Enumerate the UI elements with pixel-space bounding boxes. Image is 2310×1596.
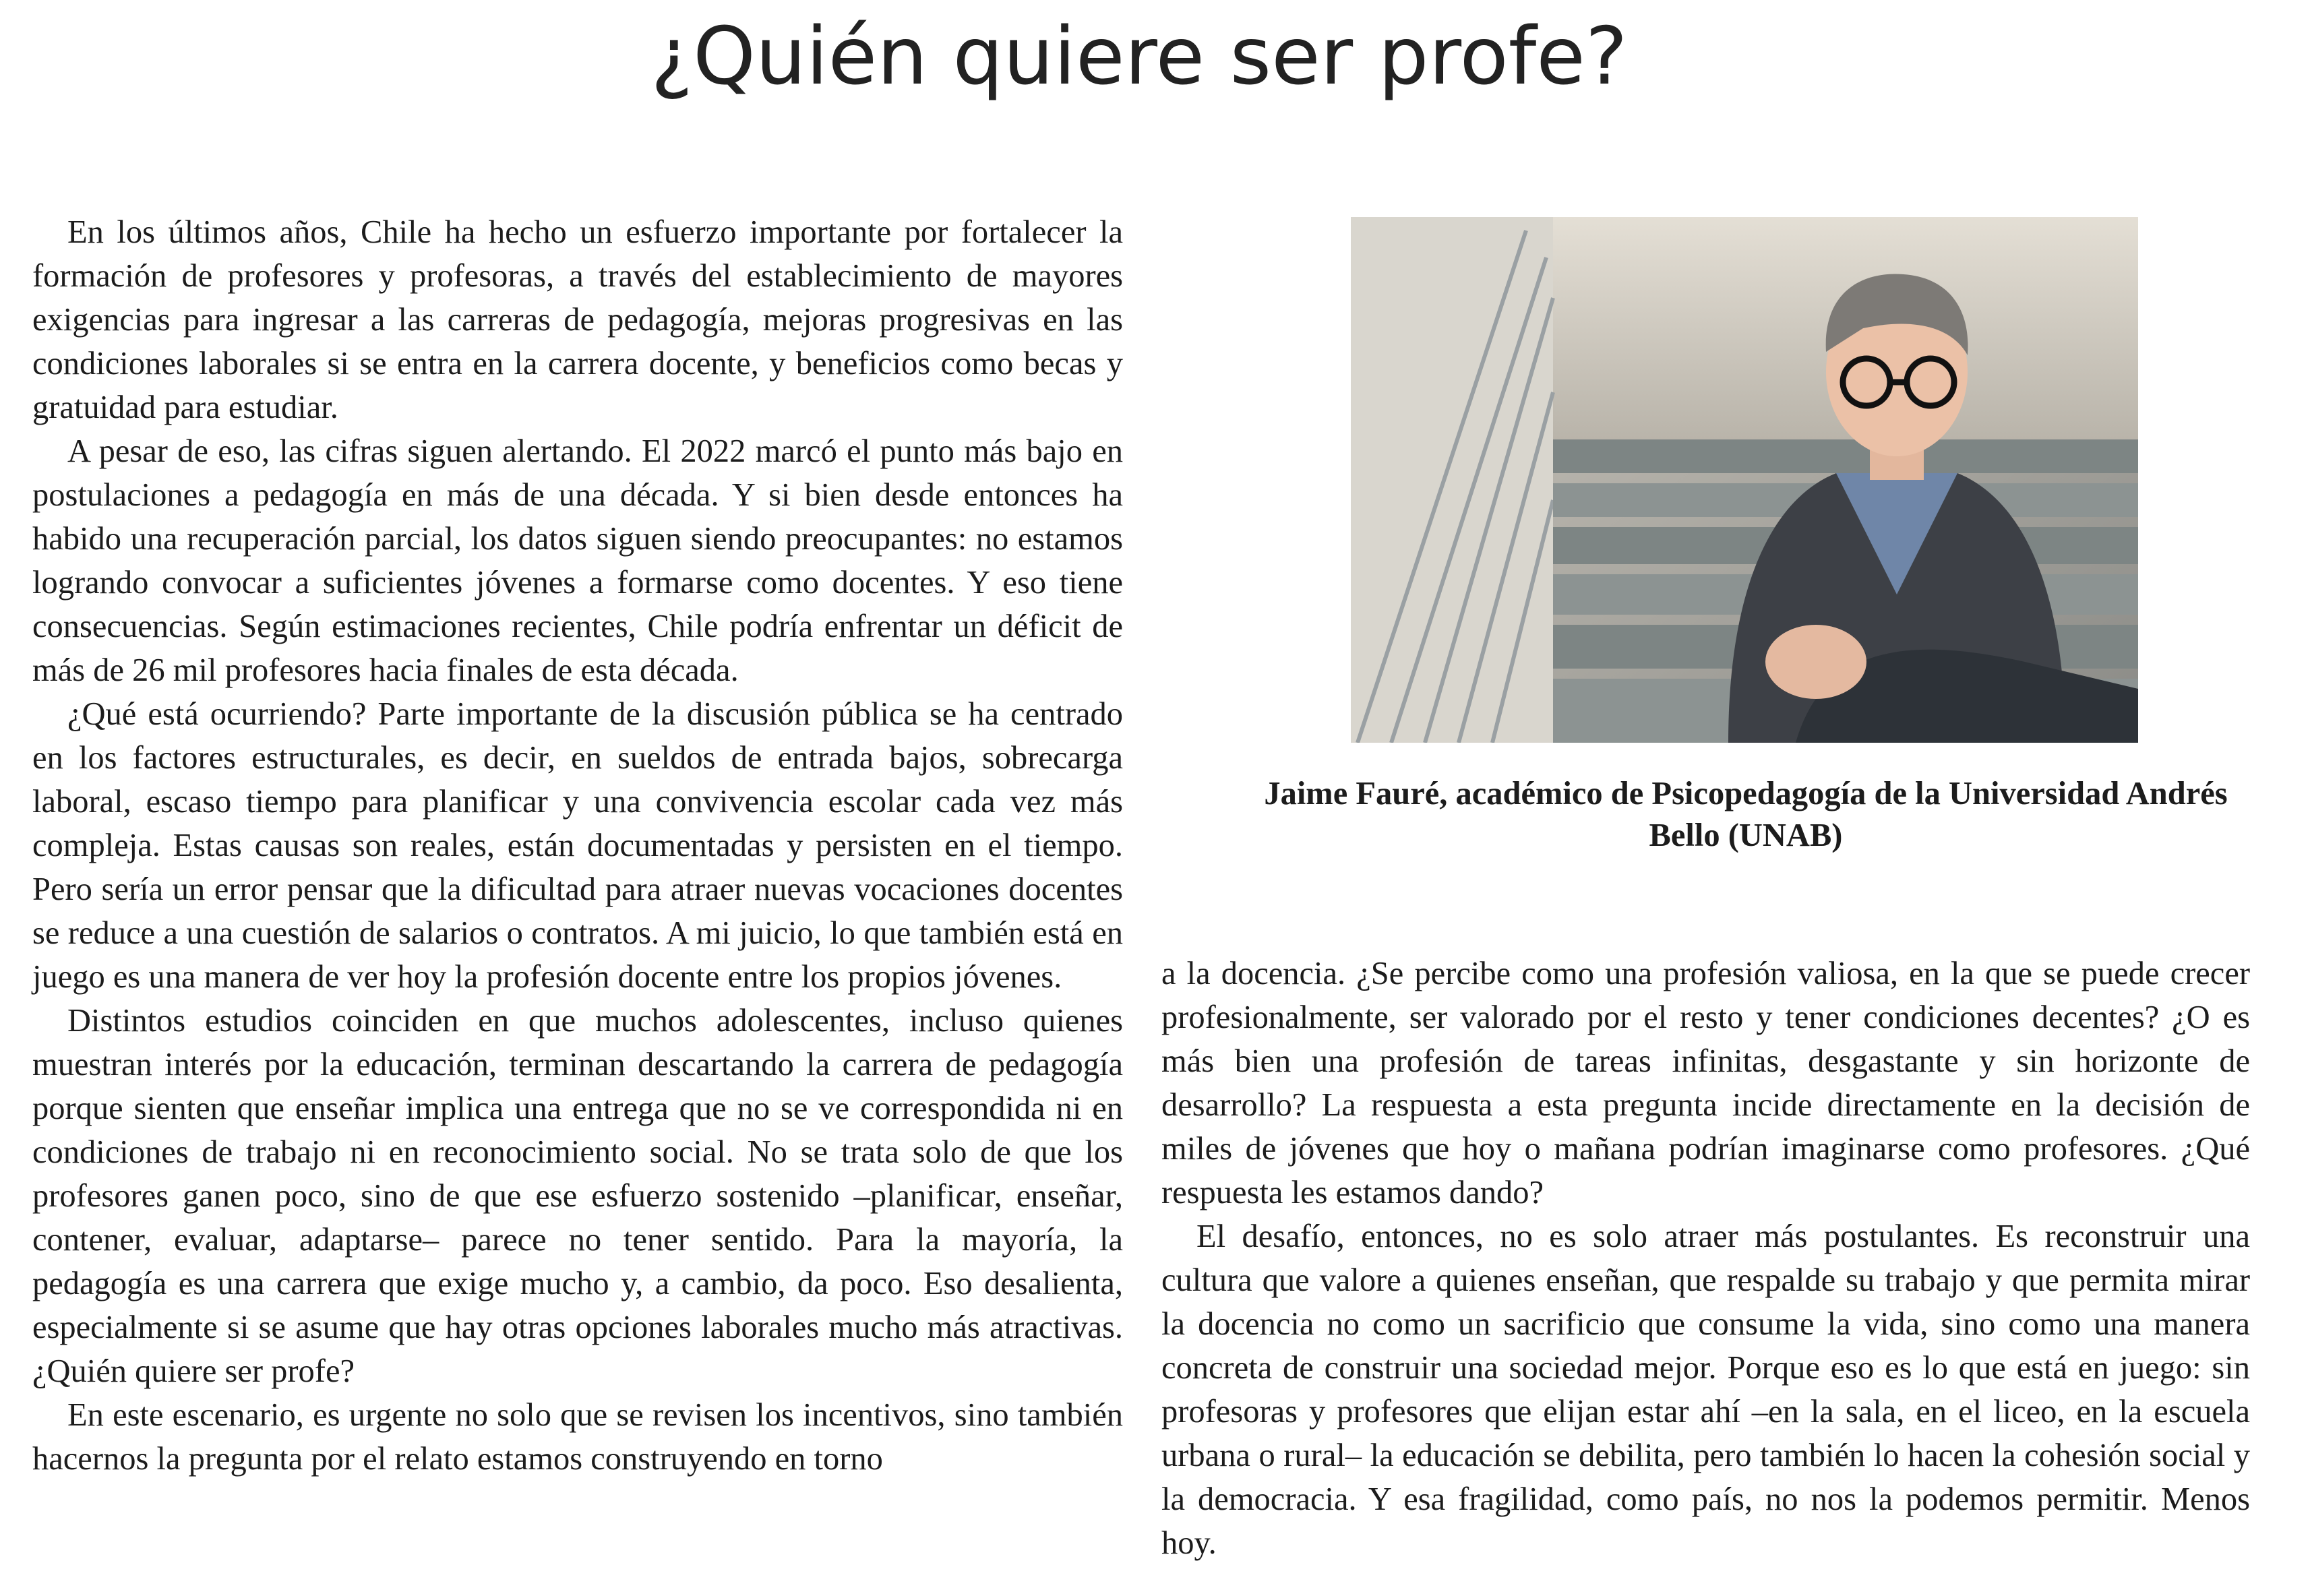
author-portrait-image xyxy=(1351,217,2138,743)
article-body-right-column xyxy=(1161,952,2250,1565)
article-title: ¿Quién quiere ser profe? xyxy=(650,9,1628,102)
author-photo xyxy=(1351,217,2138,743)
photo-caption: Jaime Fauré, académico de Psicopedagogía de la Universidad Andrés Bello (UNAB) xyxy=(1264,776,2228,853)
paragraph: ¿Qué está ocurriendo? Parte importante de la discusión pública se ha centrado en los factores estructurales, es decir, en sueldos de entrada bajos, sobrecarga laboral, escaso tiempo para planificar y una convivencia escolar cada vez más compleja. Estas causas son reales, están documentadas y persisten en el tiempo. Pero sería un error pensar que la dificultad para atraer nuevas vocaciones docentes se reduce a una cuestión de salarios o contratos. A mi juicio, lo que también está en juego es una manera de ver hoy la profesión docente entre los propios jóvenes. xyxy=(32,696,1123,995)
paragraph: Distintos estudios coinciden en que muchos adolescentes, incluso quienes muestran interés por la educación, terminan descartando la carrera de pedagogía porque sienten que enseñar implica una entrega que no se ve correspondida ni en condiciones de trabajo ni en reconocimiento social. No se trata solo de que los profesores ganen poco, sino de que ese esfuerzo sostenido –planificar, enseñar, contener, evaluar, adaptarse– parece no tener sentido. Para la mayoría, la pedagogía es una carrera que exige mucho y, a cambio, da poco. Eso desalienta, especialmente si se asume que hay otras opciones laborales mucho más atractivas. ¿Quién quiere ser profe? xyxy=(32,1003,1123,1389)
paragraph: El desafío, entonces, no es solo atraer más postulantes. Es reconstruir una cultura que valore a quienes enseñan, que respalde su trabajo y que permita mirar la docencia no como un sacrificio que consume la vida, sino como una manera concreta de construir una sociedad mejor. Porque eso es lo que está en juego: sin profesoras y profesores que elijan estar ahí –en la sala, en el liceo, en la escuela urbana o rural– la educación se debilita, pero también lo hacen la cohesión social y la democracia. Y esa fragilidad, como país, no nos la podemos permitir. Menos hoy. xyxy=(1161,1219,2250,1561)
paragraph: En los últimos años, Chile ha hecho un esfuerzo importante por fortalecer la formación de profesores y profesoras, a través del establecimiento de mayores exigencias para ingresar a las carreras de pedagogía, mejoras progresivas en las condiciones laborales si se entra en la carrera docente, y beneficios como becas y gratuidad para estudiar. xyxy=(32,214,1123,425)
paragraph: A pesar de eso, las cifras siguen alertando. El 2022 marcó el punto más bajo en postulaciones a pedagogía en más de una década. Y si bien desde entonces ha habido una recuperación parcial, los datos siguen siendo preocupantes: no estamos logrando convocar a suficientes jóvenes a formarse como docentes. Y eso tiene consecuencias. Según estimaciones recientes, Chile podría enfrentar un déficit de más de 26 mil profesores hacia finales de esta década. xyxy=(32,433,1123,688)
paragraph: a la docencia. ¿Se percibe como una profesión valiosa, en la que se puede crecer profesionalmente, ser valorado por el resto y tener condiciones decentes? ¿O es más bien una profesión de tareas infinitas, desgastante y sin horizonte de desarrollo? La respuesta a esta pregunta incide directamente en la decisión de miles de jóvenes que hoy o mañana podrían imaginarse como profesores. ¿Qué respuesta les estamos dando? xyxy=(1161,956,2250,1210)
article-body-left-column xyxy=(32,210,1123,1481)
paragraph: En este escenario, es urgente no solo que se revisen los incentivos, sino también hacernos la pregunta por el relato estamos construyendo en torno xyxy=(32,1397,1123,1477)
